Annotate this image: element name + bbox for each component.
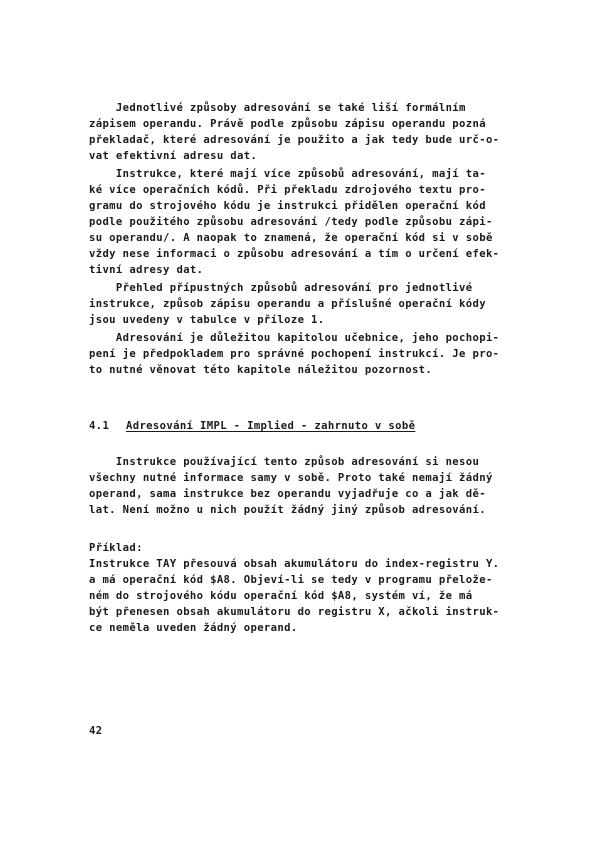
paragraph-1-line-1: Jednotlivé způsoby adresování se také liší formálním: [89, 102, 466, 114]
paragraph-2-line-5: su operandu/. A naopak to znamená, že operační kód si v sobě: [89, 232, 493, 244]
example-line-2: a má operační kód $A8. Objeví-li se tedy v programu přelože-: [89, 574, 493, 586]
paragraph-2-line-7: tivní adresy dat.: [89, 264, 204, 276]
section-title: Adresování IMPL - Implied - zahrnuto v sobě: [126, 420, 416, 432]
paragraph-1-line-2: zápisem operandu. Právě podle způsobu zápisu operandu pozná: [89, 118, 486, 130]
paragraph-3-line-3: jsou uvedeny v tabulce v příloze 1.: [89, 314, 325, 326]
example-line-4: být přenesen obsah akumulátoru do registru X, ačkoli instruk-: [89, 606, 500, 618]
page-number: 42: [89, 725, 103, 737]
example-label: Příklad:: [89, 542, 143, 554]
example-line-5: ce neměla uveden žádný operand.: [89, 622, 298, 634]
paragraph-2-line-1: Instrukce, které mají více způsobů adresování, mají ta-: [89, 168, 486, 180]
paragraph-1-line-4: vat efektivní adresu dat.: [89, 150, 258, 162]
paragraph-4-line-1: Adresování je důležitou kapitolou učebnice, jeho pochopi-: [89, 332, 500, 344]
section-paragraph-line-1: Instrukce používající tento způsob adresování si nesou: [89, 456, 480, 468]
example-line-1: Instrukce TAY přesouvá obsah akumulátoru do index-registru Y.: [89, 558, 500, 570]
paragraph-4-line-2: pení je předpokladem pro správné pochopení instrukcí. Je pro-: [89, 348, 500, 360]
paragraph-3-line-1: Přehled přípustných způsobů adresování pro jednotlivé: [89, 282, 473, 294]
section-paragraph-line-3: operand, sama instrukce bez operandu vyjadřuje co a jak dě-: [89, 488, 486, 500]
paragraph-1-line-3: překladač, které adresování je použito a jak tedy bude urč-o-: [89, 134, 500, 146]
example-line-3: ném do strojového kódu operační kód $A8, systém ví, že má: [89, 590, 473, 602]
section-paragraph-line-4: lat. Není možno u nich použít žádný jiný způsob adresování.: [89, 504, 486, 516]
paragraph-2-line-3: gramu do strojového kódu je instrukci přidělen operační kód: [89, 200, 486, 212]
section-paragraph-line-2: všechny nutné informace samy v sobě. Proto také nemají žádný: [89, 472, 493, 484]
paragraph-2-line-2: ké více operačních kódů. Při překladu zdrojového textu pro-: [89, 184, 486, 196]
paragraph-2-line-4: podle použitého způsobu adresování /tedy podle způsobu zápi-: [89, 216, 493, 228]
paragraph-3-line-2: instrukce, způsob zápisu operandu a příslušné operační kódy: [89, 298, 486, 310]
section-number: 4.1: [89, 420, 110, 432]
paragraph-4-line-3: to nutné věnovat této kapitole náležitou pozornost.: [89, 364, 433, 376]
paragraph-2-line-6: vždy nese informaci o způsobu adresování a tím o určení efek-: [89, 248, 500, 260]
